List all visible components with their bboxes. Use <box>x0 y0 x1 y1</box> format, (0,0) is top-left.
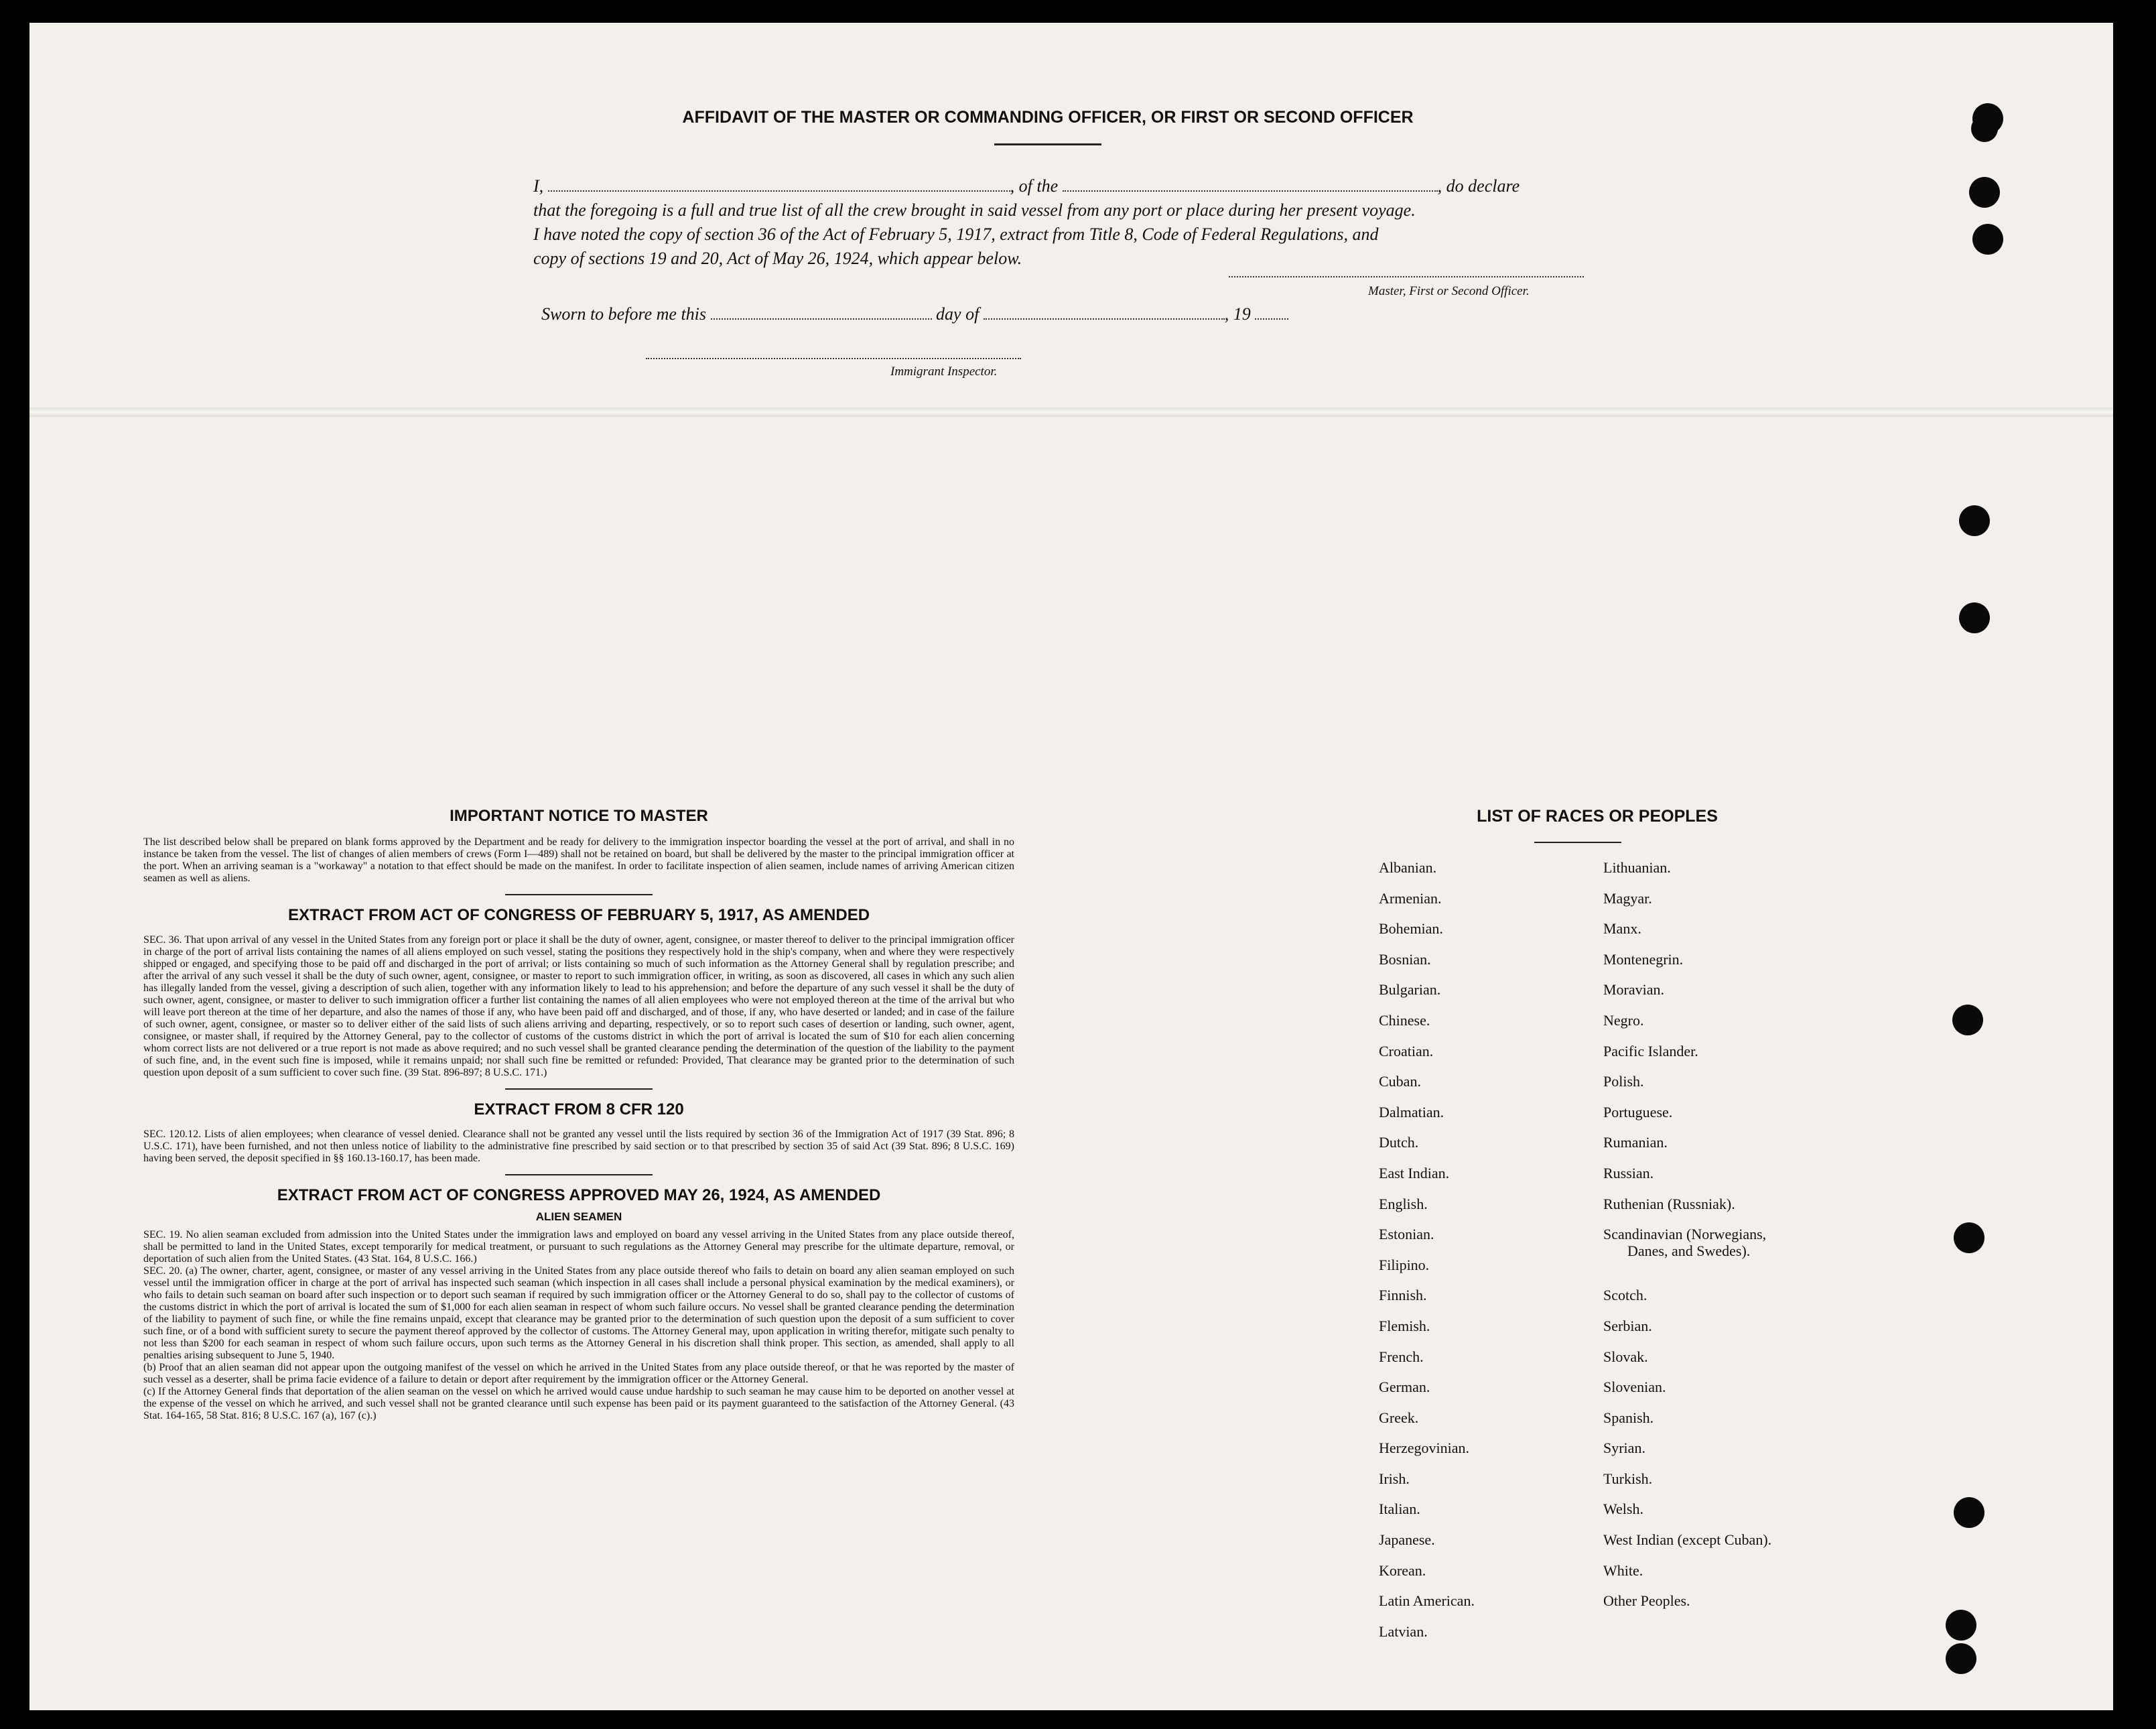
race-left: Korean. <box>1379 1561 1426 1579</box>
race-row <box>1379 1379 1861 1409</box>
affidavit-title: AFFIDAVIT OF THE MASTER OR COMMANDING OFFICER, OR FIRST OR SECOND OFFICER <box>682 108 1414 127</box>
notice-body: The list described below shall be prepared on blank forms approved by the Department and be ready for delivery to the immigration inspector boarding the vessel at the port of arrival, and shall in no instance be taken from the vessel. The list of changes of alien members of crews (Form I—489) shall not be retained on board, but shall be delivered by the master to the principal immigration officer at the port. When an arriving seaman is a "workaway" a notation to that effect should be made on the manifest. In order to facilitate inspection of alien seamen, include names of arriving American citizen seamen as well as aliens. <box>143 836 1014 884</box>
sec-20b-text: (b) Proof that an alien seaman did not appear upon the outgoing manifest of the vessel on which he arrived in the United States from any place outside thereof, or that he was reported by the master of such vessel as a deserter, shall be prima facie evidence of a failure to detain or deport after requirement by the immigration officer or the Attorney General. <box>143 1362 1014 1385</box>
section-rule <box>505 894 653 895</box>
race-left: English. <box>1379 1195 1428 1212</box>
race-right: Rumanian. <box>1603 1134 1668 1151</box>
race-right: Lithuanian. <box>1603 859 1671 876</box>
vessel-field[interactable] <box>1063 190 1438 192</box>
race-row <box>1379 1104 1861 1135</box>
race-right: Montenegrin. <box>1603 950 1684 968</box>
race-row <box>1379 1562 1861 1593</box>
race-right: Russian. <box>1603 1164 1654 1181</box>
name-field[interactable] <box>548 190 1010 192</box>
race-left: Armenian. <box>1379 889 1442 907</box>
race-row <box>1379 890 1861 921</box>
race-row <box>1379 1134 1861 1165</box>
race-left: Flemish. <box>1379 1317 1430 1334</box>
notice-title: IMPORTANT NOTICE TO MASTER <box>450 807 708 825</box>
race-right: Pacific Islander. <box>1603 1042 1698 1060</box>
race-right: West Indian (except Cuban). <box>1603 1531 1772 1549</box>
race-left: Dalmatian. <box>1379 1103 1444 1120</box>
race-right: Syrian. <box>1603 1439 1645 1457</box>
affidavit-text <box>533 174 1632 271</box>
race-right: Polish. <box>1603 1073 1644 1090</box>
race-left: French. <box>1379 1348 1424 1365</box>
declaration-line: I, , of the , do declare <box>533 176 1520 196</box>
punch-hole <box>1952 1005 1983 1035</box>
punch-hole <box>1954 1222 1984 1253</box>
race-left: Greek. <box>1379 1409 1419 1426</box>
declaration-line-3: I have noted the copy of section 36 of the Act of February 5, 1917, extract from Title 8, Code of Federal Regulations, and <box>533 225 1379 244</box>
race-row <box>1379 1043 1861 1074</box>
race-right: Scandinavian (Norwegians, Danes, and Swedes). <box>1603 1226 1767 1260</box>
race-right: Other Peoples. <box>1603 1592 1690 1610</box>
race-left: Cuban. <box>1379 1073 1421 1090</box>
extract-cfr-body: SEC. 120.12. Lists of alien employees; when clearance of vessel denied. Clearance shall not be granted any vessel until the lists required by section 36 of the Immigration Act of 1917 (39 Stat. 896; 8 U.S.C. 171), have been furnished, and not then unless notice of liability to the administrative fine prescribed by said section or to that prescribed by section 35 of said Act (39 Stat. 896; 8 U.S.C. 169) having been served, the deposit specified in §§ 160.13-160.17, has been made. <box>143 1129 1014 1164</box>
form-page <box>29 23 2113 1710</box>
race-left: Croatian. <box>1379 1042 1434 1060</box>
race-left: Dutch. <box>1379 1134 1419 1151</box>
race-row <box>1379 1287 1861 1318</box>
race-left: Japanese. <box>1379 1531 1435 1549</box>
race-row <box>1379 1348 1861 1379</box>
race-left: Italian. <box>1379 1500 1420 1518</box>
page-fold <box>29 407 2113 417</box>
race-row <box>1379 1500 1861 1531</box>
race-row <box>1379 1592 1861 1623</box>
race-left: Latvian. <box>1379 1622 1428 1640</box>
declaration-line-2: that the foregoing is a full and true list of all the crew brought in said vessel from any port or place during her present voyage. <box>533 200 1416 220</box>
race-right: Slovak. <box>1603 1348 1648 1365</box>
races-title: LIST OF RACES OR PEOPLES <box>1477 807 1718 826</box>
extract-1917-body: SEC. 36. That upon arrival of any vessel in the United States from any foreign port or place it shall be the duty of owner, agent, consignee, or master thereof to deliver to the principal immigration officer in charge of the port of arrival lists containing the names of all aliens employed on such vessel, stating the positions they respectively hold in the ship's company, when and where they were respectively shipped or engaged, and specifying those to be paid off and discharged in the port of arrival; or lists containing so much of such information as the Attorney General shall by regulation prescribe; and after the arrival of any such vessel it shall be the duty of such owner, agent, consignee, or master to report to such immigration officer, in writing, as soon as discovered, all cases in which any such alien has illegally landed from the vessel, giving a description of such alien, together with any information likely to lead to his apprehension; and before the departure of any such vessel it shall be the duty of such owner, agent, consignee, or master to deliver to such immigration officer a further list containing the names of all alien employees who were not employed thereon at the time of the arrival but who will leave port thereon at the time of her departure, and also the names of those if any, who have been paid off and discharged, and of those, if any, who have deserted or landed; and in case of the failure of such owner, agent, consignee, or master so to deliver either of the said lists of such aliens arriving and departing, respectively, or so to report such cases of desertion or landing, such owner, agent, consignee, or master shall, if required by the Attorney General, pay to the collector of customs of the customs district in which the port of arrival is located the sum of $10 for each alien concerning whom correct lists are not delivered or a true report is not made as above required; and no such vessel shall be granted clearance pending the determination of the question of the liability to the payment of such fine, and, in the event such fine is imposed, while it remains unpaid; nor shall such fine be remitted or refunded: Provided, That clearance may be granted prior to the determination of such question upon deposit of a sum sufficient to cover such fine. (39 Stat. 896-897; 8 U.S.C. 171.) <box>143 934 1014 1078</box>
punch-hole <box>1959 602 1990 633</box>
race-right: Negro. <box>1603 1011 1644 1029</box>
punch-hole <box>1946 1610 1976 1641</box>
race-row <box>1379 1073 1861 1104</box>
race-left: Chinese. <box>1379 1011 1430 1029</box>
race-left: Herzegovinian. <box>1379 1439 1469 1457</box>
race-left: Latin American. <box>1379 1592 1475 1610</box>
race-row <box>1379 1165 1861 1196</box>
race-row <box>1379 1226 1861 1260</box>
race-row <box>1379 981 1861 1012</box>
race-row <box>1379 1470 1861 1501</box>
extract-cfr-title: EXTRACT FROM 8 CFR 120 <box>474 1100 684 1118</box>
race-right: Slovenian. <box>1603 1379 1666 1396</box>
punch-hole <box>1959 505 1990 536</box>
sworn-month-field[interactable] <box>984 318 1225 320</box>
sworn-day-field[interactable] <box>711 318 932 320</box>
punch-hole <box>1972 224 2003 255</box>
race-right: Ruthenian (Russniak). <box>1603 1195 1735 1212</box>
race-left: Bosnian. <box>1379 950 1431 968</box>
race-row <box>1379 1257 1861 1287</box>
punch-hole <box>1971 115 1998 142</box>
sworn-line: Sworn to before me this day of , 19 <box>541 304 1288 324</box>
race-row <box>1379 1012 1861 1043</box>
sec-20c-text: (c) If the Attorney General finds that deportation of the alien seaman on the vessel on which he arrived would cause undue hardship to such seaman he may cause him to be deported on another vessel at the expense of the vessel on which he arrived, and such vessel shall not be granted clearance until such expense has been paid or its payment guaranteed to the satisfaction of the Attorney General. (43 Stat. 164-165, 58 Stat. 816; 8 U.S.C. 167 (a), 167 (c).) <box>143 1386 1014 1421</box>
race-right: Manx. <box>1603 920 1641 938</box>
extract-1917-title: EXTRACT FROM ACT OF CONGRESS OF FEBRUARY 5, 1917, AS AMENDED <box>287 906 870 924</box>
race-row <box>1379 920 1861 951</box>
race-left: East Indian. <box>1379 1164 1450 1181</box>
punch-hole <box>1969 177 2000 208</box>
race-right: White. <box>1603 1561 1643 1579</box>
race-row <box>1379 859 1861 890</box>
declaration-line-4: copy of sections 19 and 20, Act of May 26, 1924, which appear below. <box>533 249 1022 268</box>
punch-hole <box>1946 1643 1976 1674</box>
section-rule <box>505 1088 653 1090</box>
race-right: Serbian. <box>1603 1317 1652 1334</box>
alien-seamen-subtitle: ALIEN SEAMEN <box>535 1210 622 1223</box>
race-right: Portuguese. <box>1603 1103 1673 1120</box>
race-left: Estonian. <box>1379 1226 1434 1243</box>
race-row <box>1379 1409 1861 1440</box>
races-rule <box>1534 842 1621 843</box>
master-signature-line[interactable] <box>1229 276 1584 277</box>
race-left: Bohemian. <box>1379 920 1443 938</box>
race-row <box>1379 1439 1861 1470</box>
race-right: Magyar. <box>1603 889 1652 907</box>
scan-edge <box>2113 23 2133 1710</box>
race-right-continued: Danes, and Swedes). <box>1627 1242 1751 1260</box>
race-right: Scotch. <box>1603 1287 1647 1304</box>
title-rule <box>994 143 1101 145</box>
race-right: Turkish. <box>1603 1470 1653 1487</box>
race-left: Irish. <box>1379 1470 1410 1487</box>
race-left: German. <box>1379 1379 1430 1396</box>
race-row <box>1379 951 1861 982</box>
race-left: Bulgarian. <box>1379 981 1441 999</box>
race-row <box>1379 1196 1861 1226</box>
sec-19-text: SEC. 19. No alien seaman excluded from admission into the United States under the immigration laws and employed on board any vessel arriving in the United States from any place outside thereof, shall be permitted to land in the United States, except temporarily for medical treatment, or pursuant to such regulations as the Attorney General may prescribe for the ultimate departure, removal, or deportation of such alien from the United States. (43 Stat. 164, 8 U.S.C. 166.) <box>143 1229 1014 1265</box>
race-left: Finnish. <box>1379 1287 1427 1304</box>
race-left: Filipino. <box>1379 1256 1430 1273</box>
race-right: Spanish. <box>1603 1409 1654 1426</box>
race-right: Moravian. <box>1603 981 1665 999</box>
notice-column <box>143 807 1014 1422</box>
race-left: Albanian. <box>1379 859 1437 876</box>
inspector-caption: Immigrant Inspector. <box>890 365 998 379</box>
race-right: Welsh. <box>1603 1500 1643 1518</box>
extract-1924-title: EXTRACT FROM ACT OF CONGRESS APPROVED MAY 26, 1924, AS AMENDED <box>277 1186 881 1204</box>
section-rule <box>505 1174 653 1175</box>
inspector-signature-line[interactable] <box>646 358 1021 359</box>
sworn-year-field[interactable] <box>1255 318 1288 320</box>
master-caption: Master, First or Second Officer. <box>1368 284 1530 298</box>
race-row <box>1379 1531 1861 1562</box>
race-row <box>1379 1623 1861 1654</box>
race-row <box>1379 1318 1861 1348</box>
punch-hole <box>1954 1497 1984 1528</box>
races-list <box>1379 859 1861 1653</box>
sec-20a-text: SEC. 20. (a) The owner, charter, agent, consignee, or master of any vessel arriving in the United States from any place outside thereof who fails to detain on board any alien seaman employed on such vessel until the immigration officer in charge at the port of arrival has inspected such seaman (which inspection in all cases shall include a personal physical examination by the medical examiners), or who fails to detain such seaman on board after such inspection or to deport such seaman if required by such immigration officer or the Attorney General to do so, shall pay to the collector of customs of the customs district in which the port of arrival is located the sum of $1,000 for each alien seaman in respect of whom such failure occurs. No vessel shall be granted clearance pending the determination of the liability to payment of such fine, or while the fine remains unpaid, except that clearance may be granted prior to the determination of such question upon the deposit of a sum sufficient to cover such fine, or of a bond with sufficient surety to secure the payment thereof approved by the collector of customs. The Attorney General may, upon application in writing therefor, mitigate such penalty to not less than $200 for each seaman in respect of whom such failure occurs, upon such terms as the Attorney General in his discretion shall think proper. This section, as amended, shall apply to all penalties arising subsequent to June 5, 1940. <box>143 1265 1014 1361</box>
